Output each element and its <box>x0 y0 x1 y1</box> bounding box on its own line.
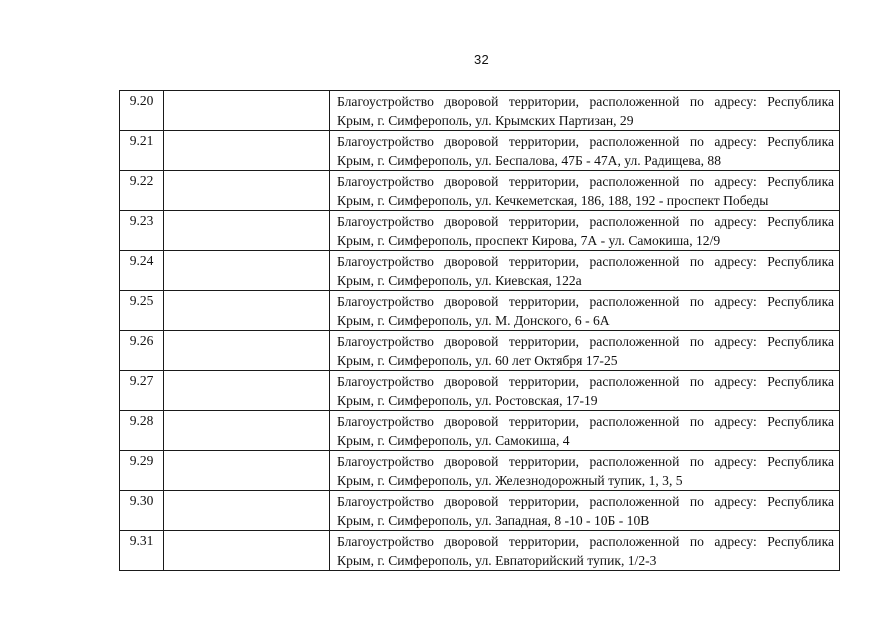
description-line-1: Благоустройство дворовой территории, расположенной по адресу: Республика <box>337 374 834 389</box>
row-number-cell: 9.20 <box>120 91 164 131</box>
description-cell <box>330 371 840 411</box>
table-row <box>120 411 840 451</box>
description-line-2: Крым, г. Симферополь, ул. М. Донского, 6 - 6А <box>337 313 610 328</box>
row-number-cell: 9.25 <box>120 291 164 331</box>
empty-cell <box>164 211 330 251</box>
empty-cell <box>164 171 330 211</box>
empty-cell <box>164 251 330 291</box>
empty-cell <box>164 291 330 331</box>
page-number: 32 <box>473 52 490 67</box>
description-line-2: Крым, г. Симферополь, ул. Западная, 8 -10 - 10Б - 10В <box>337 513 650 528</box>
description-cell <box>330 491 840 531</box>
description-cell <box>330 411 840 451</box>
description-line-1: Благоустройство дворовой территории, расположенной по адресу: Республика <box>337 294 834 309</box>
description-line-1: Благоустройство дворовой территории, расположенной по адресу: Республика <box>337 134 834 149</box>
description-cell <box>330 331 840 371</box>
row-number-cell: 9.30 <box>120 491 164 531</box>
empty-cell <box>164 451 330 491</box>
description-line-1: Благоустройство дворовой территории, расположенной по адресу: Республика <box>337 334 834 349</box>
description-cell <box>330 291 840 331</box>
row-number-cell: 9.22 <box>120 171 164 211</box>
row-number-cell: 9.26 <box>120 331 164 371</box>
empty-cell <box>164 491 330 531</box>
description-line-2: Крым, г. Симферополь, ул. 60 лет Октября 17-25 <box>337 353 618 368</box>
description-line-1: Благоустройство дворовой территории, расположенной по адресу: Республика <box>337 534 834 549</box>
table-row <box>120 491 840 531</box>
description-line-1: Благоустройство дворовой территории, расположенной по адресу: Республика <box>337 214 834 229</box>
row-number-cell: 9.28 <box>120 411 164 451</box>
table-row <box>120 251 840 291</box>
description-line-1: Благоустройство дворовой территории, расположенной по адресу: Республика <box>337 454 834 469</box>
description-line-2: Крым, г. Симферополь, ул. Беспалова, 47Б - 47А, ул. Радищева, 88 <box>337 153 722 168</box>
description-line-2: Крым, г. Симферополь, ул. Крымских Партизан, 29 <box>337 113 634 128</box>
empty-cell <box>164 411 330 451</box>
empty-cell <box>164 331 330 371</box>
description-line-2: Крым, г. Симферополь, проспект Кирова, 7А - ул. Самокиша, 12/9 <box>337 233 721 248</box>
empty-cell <box>164 91 330 131</box>
row-number-cell: 9.27 <box>120 371 164 411</box>
description-cell <box>330 91 840 131</box>
description-line-1: Благоустройство дворовой территории, расположенной по адресу: Республика <box>337 414 834 429</box>
empty-cell <box>164 531 330 571</box>
description-line-2: Крым, г. Симферополь, ул. Кечкеметская, 186, 188, 192 - проспект Победы <box>337 193 769 208</box>
table-body <box>120 91 840 571</box>
empty-cell <box>164 131 330 171</box>
description-cell <box>330 451 840 491</box>
description-cell <box>330 211 840 251</box>
row-number-cell: 9.29 <box>120 451 164 491</box>
row-number-cell: 9.24 <box>120 251 164 291</box>
empty-cell <box>164 371 330 411</box>
table-row <box>120 331 840 371</box>
description-cell <box>330 251 840 291</box>
row-number-cell: 9.21 <box>120 131 164 171</box>
row-number-cell: 9.31 <box>120 531 164 571</box>
description-line-2: Крым, г. Симферополь, ул. Киевская, 122а <box>337 273 582 288</box>
description-line-1: Благоустройство дворовой территории, расположенной по адресу: Республика <box>337 174 834 189</box>
description-line-2: Крым, г. Симферополь, ул. Самокиша, 4 <box>337 433 570 448</box>
table-row <box>120 171 840 211</box>
description-cell <box>330 171 840 211</box>
description-line-2: Крым, г. Симферополь, ул. Ростовская, 17-19 <box>337 393 598 408</box>
description-cell <box>330 131 840 171</box>
table-row <box>120 91 840 131</box>
description-cell <box>330 531 840 571</box>
table-row <box>120 131 840 171</box>
description-line-1: Благоустройство дворовой территории, расположенной по адресу: Республика <box>337 94 834 109</box>
table-row <box>120 531 840 571</box>
table-row <box>120 211 840 251</box>
description-line-1: Благоустройство дворовой территории, расположенной по адресу: Республика <box>337 254 834 269</box>
table-row <box>120 451 840 491</box>
table-row <box>120 371 840 411</box>
description-line-2: Крым, г. Симферополь, ул. Железнодорожный тупик, 1, 3, 5 <box>337 473 683 488</box>
description-line-2: Крым, г. Симферополь, ул. Евпаторийский тупик, 1/2-3 <box>337 553 657 568</box>
works-table <box>119 90 840 571</box>
description-line-1: Благоустройство дворовой территории, расположенной по адресу: Республика <box>337 494 834 509</box>
row-number-cell: 9.23 <box>120 211 164 251</box>
table-row <box>120 291 840 331</box>
